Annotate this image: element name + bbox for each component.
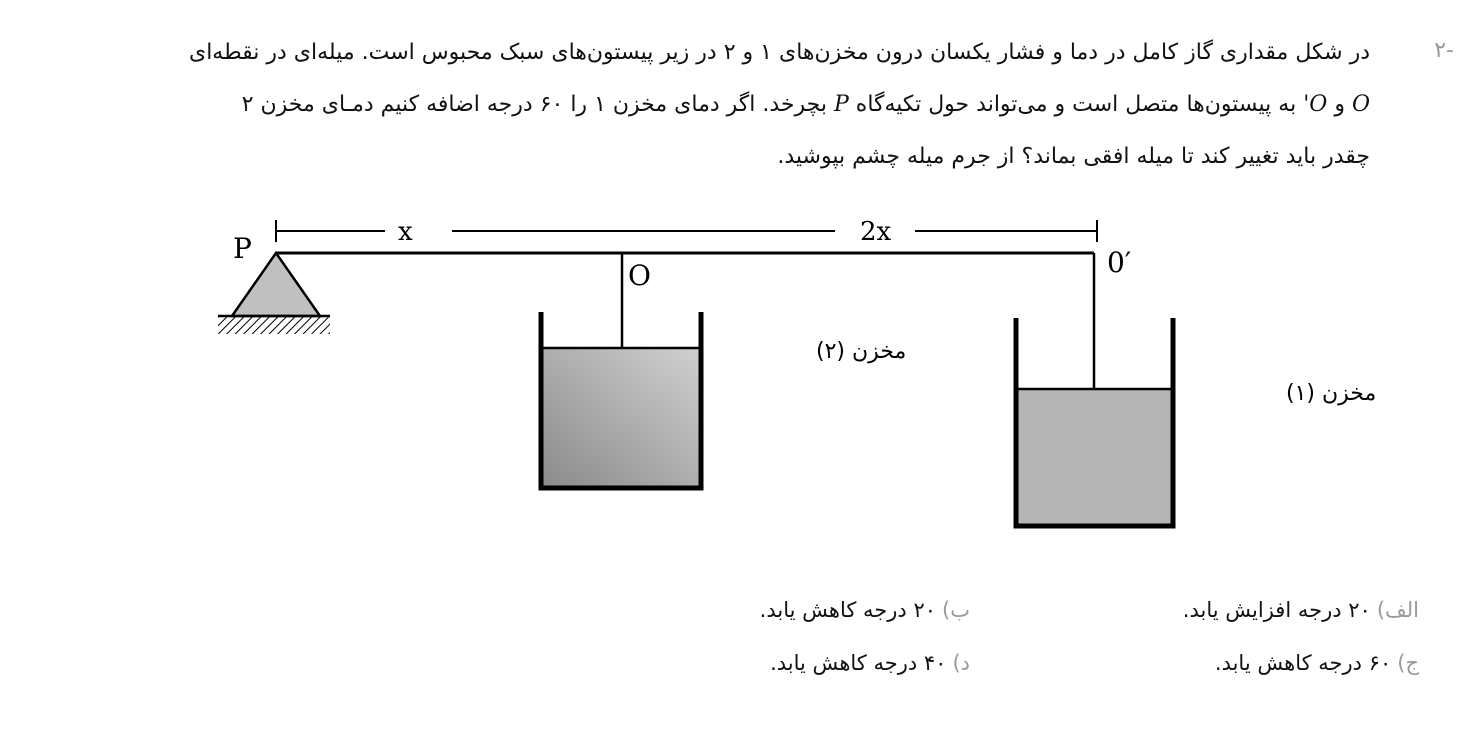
option-c-letter: ج) xyxy=(1397,651,1419,675)
option-a[interactable] xyxy=(1183,600,1419,621)
pivot-label: P xyxy=(233,232,252,265)
option-a-text: ۲۰ درجه افزایش یابد. xyxy=(1182,598,1371,622)
option-d[interactable] xyxy=(770,653,970,674)
dim-x-label: x xyxy=(398,217,413,247)
math-o-prime: O' xyxy=(1303,92,1328,117)
question-line-2-text: به پیستون‌ها متصل است و می‌تواند حول تکیه‌گاه xyxy=(855,92,1297,117)
tank-1-label: مخزن (۱) xyxy=(1286,381,1377,406)
and-word: و xyxy=(1334,92,1345,117)
option-b-text: ۲۰ درجه کاهش یابد. xyxy=(759,598,937,622)
dim-2x-label: 2x xyxy=(860,217,892,247)
option-b-letter: ب) xyxy=(942,598,970,622)
math-o: O xyxy=(1351,92,1370,117)
question-line-3: چقدر باید تغییر کند تا میله افقی بماند؟ از جرم میله چشم بپوشید. xyxy=(777,144,1370,169)
question-line-2-text2: بچرخد. اگر دمای مخزن ۱ را ۶۰ درجه اضافه کنیم دمـای مخزن ۲ xyxy=(241,92,827,117)
option-c[interactable] xyxy=(1215,653,1419,674)
option-d-text: ۴۰ درجه کاهش یابد. xyxy=(770,651,947,675)
question-number: -۲ xyxy=(1434,38,1454,63)
question-line-1: در شکل مقداری گاز کامل در دما و فشار یکسان درون مخزن‌های ۱ و ۲ در زیر پیستون‌های سبک محبوس است. میله‌ای در نقطه‌ای xyxy=(188,40,1370,65)
option-d-letter: د) xyxy=(952,651,970,675)
tank-2-label: مخزن (۲) xyxy=(816,339,907,364)
point-o-label: O xyxy=(628,259,651,292)
math-p: P xyxy=(833,92,849,117)
option-a-letter: الف) xyxy=(1376,598,1419,622)
option-c-text: ۶۰ درجه کاهش یابد. xyxy=(1214,651,1392,675)
option-b[interactable] xyxy=(760,600,970,621)
point-o-prime-label: 0′ xyxy=(1107,246,1132,279)
